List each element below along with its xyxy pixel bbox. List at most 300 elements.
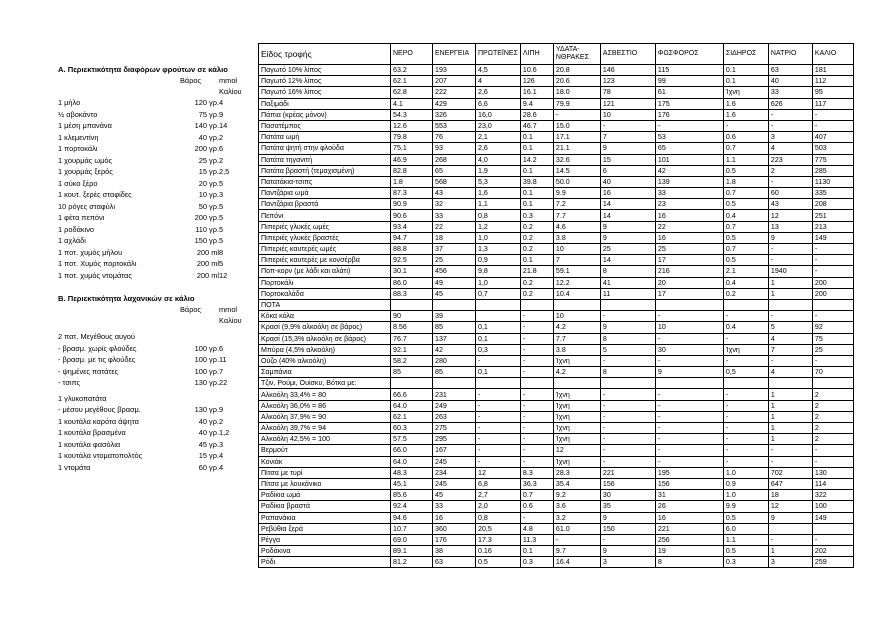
value-cell [655, 299, 723, 310]
veg-mmol: 1,2 [219, 428, 230, 437]
value-cell: 17.3 [476, 534, 521, 545]
value-cell: 8 [600, 367, 655, 378]
fruit-name: 1 σύκο ξέρο [58, 178, 98, 188]
fruit-qty: 120 γρ. [194, 98, 219, 107]
value-cell: 30 [600, 490, 655, 501]
value-cell: 23 [655, 199, 723, 210]
veg-qty: 40 γρ. [198, 428, 219, 437]
value-cell: 251 [812, 210, 853, 221]
value-cell: 6 [600, 165, 655, 176]
value-cell: 0.3 [520, 210, 553, 221]
value-cell: 3 [768, 557, 812, 568]
value-cell: 0.5 [723, 199, 768, 210]
value-cell: 16 [655, 232, 723, 243]
table-row [259, 534, 854, 545]
value-cell: 221 [655, 523, 723, 534]
value-cell: - [655, 389, 723, 400]
value-cell: Ίχνη [553, 411, 600, 422]
value-cell [600, 299, 655, 310]
table-row [259, 557, 854, 568]
value-cell: 175 [655, 98, 723, 109]
value-cell: 33 [433, 501, 476, 512]
value-cell: 7.7 [553, 333, 600, 344]
table-row [259, 98, 854, 109]
value-cell: - [812, 120, 853, 131]
value-cell: 43 [433, 188, 476, 199]
value-cell: 1.8 [723, 176, 768, 187]
value-cell: 63.2 [391, 65, 433, 76]
value-cell: - [553, 109, 600, 120]
value-cell: - [520, 322, 553, 333]
value-cell: Ίχνη [723, 344, 768, 355]
value-cell: 207 [433, 76, 476, 87]
value-cell: 63 [768, 65, 812, 76]
value-cell: 0,7 [476, 288, 521, 299]
value-cell: - [812, 266, 853, 277]
value-cell: 54.3 [391, 109, 433, 120]
veg-potato-name: - ψημένες πατάτες [58, 366, 119, 376]
value-cell: - [476, 411, 521, 422]
value-cell: - [520, 411, 553, 422]
value-cell: 3 [768, 132, 812, 143]
fruit-name: 1 ποτ. Χυμός πορτοκάλι [58, 259, 137, 268]
value-cell: 61 [655, 87, 723, 98]
value-cell: 30 [655, 344, 723, 355]
value-cell: 259 [812, 557, 853, 568]
fruit-qty: 200 ml [196, 270, 219, 280]
value-cell: 0.7 [520, 490, 553, 501]
value-cell: - [723, 445, 768, 456]
fruit-row [58, 224, 258, 236]
food-name-cell: Μπύρα (4,5% αλκοόλη) [259, 344, 391, 355]
value-cell [812, 378, 853, 389]
column-header: ΝΕΡΟ [391, 44, 433, 65]
fruit-qty: 25 γρ. [198, 155, 219, 165]
value-cell: 4 [476, 76, 521, 87]
value-cell: 13 [768, 221, 812, 232]
value-cell: 2 [812, 411, 853, 422]
value-cell: 231 [433, 389, 476, 400]
value-cell: Ίχνη [553, 456, 600, 467]
value-cell: 22 [433, 221, 476, 232]
food-name-cell: Παγωτό 10% λίπος [259, 65, 391, 76]
value-cell: - [768, 534, 812, 545]
value-cell: 64.0 [391, 400, 433, 411]
value-cell: - [723, 389, 768, 400]
value-cell: 85 [433, 322, 476, 333]
value-cell: 0,1 [476, 333, 521, 344]
value-cell: 46.7 [520, 120, 553, 131]
table-row [259, 132, 854, 143]
value-cell: - [723, 411, 768, 422]
value-cell: 234 [433, 467, 476, 478]
veg-potato-list [58, 343, 258, 389]
value-cell: 20,5 [476, 523, 521, 534]
value-cell: - [520, 355, 553, 366]
table-row [259, 512, 854, 523]
value-cell: 93.4 [391, 221, 433, 232]
value-cell [723, 378, 768, 389]
value-cell: 0.2 [723, 288, 768, 299]
veg-potato-qty: 100 γρ. [194, 366, 219, 376]
table-row [259, 378, 854, 389]
table-row [259, 288, 854, 299]
food-name-cell: Πατάτα τηγανιτή [259, 154, 391, 165]
value-cell: 1940 [768, 266, 812, 277]
value-cell: 7 [600, 132, 655, 143]
value-cell: 9 [600, 143, 655, 154]
value-cell: 0.7 [723, 143, 768, 154]
fruit-qty: 200 ml [196, 259, 219, 268]
fruit-name: 1 ροδάκινο [58, 224, 95, 234]
value-cell: 90.6 [391, 210, 433, 221]
value-cell: 12 [476, 467, 521, 478]
value-cell: 0.7 [723, 188, 768, 199]
value-cell: 139 [655, 176, 723, 187]
value-cell [723, 299, 768, 310]
value-cell: 7 [553, 255, 600, 266]
value-cell: 9.7 [553, 546, 600, 557]
table-row [259, 311, 854, 322]
table-row [259, 210, 854, 221]
food-name-cell: Παγωτό 16% λίπος [259, 87, 391, 98]
value-cell: 223 [768, 154, 812, 165]
table-row [259, 143, 854, 154]
fruit-row [58, 178, 258, 190]
value-cell: 221 [600, 467, 655, 478]
value-cell: - [520, 311, 553, 322]
value-cell: 69.0 [391, 534, 433, 545]
value-cell: 245 [433, 456, 476, 467]
value-cell: - [768, 244, 812, 255]
fruit-row [58, 132, 258, 144]
fruit-name: 10 ρόγες σταφύλι [58, 201, 116, 211]
value-cell: 0.7 [723, 221, 768, 232]
value-cell: 117 [812, 98, 853, 109]
value-cell: 53 [655, 132, 723, 143]
value-cell [520, 378, 553, 389]
value-cell: 3.2 [553, 512, 600, 523]
value-cell: 14 [600, 210, 655, 221]
food-name-cell: Παγωτό 12% λίπος [259, 76, 391, 87]
value-cell: 0.1 [520, 255, 553, 266]
value-cell: 121 [600, 98, 655, 109]
value-cell: 0.1 [520, 188, 553, 199]
veg-potato-qty: 130 γρ. [194, 378, 219, 387]
value-cell: 3.8 [553, 232, 600, 243]
column-header: ΠΡΩΤΕΪΝΕΣ [476, 44, 521, 65]
veg-mmol: 2 [219, 416, 224, 426]
value-cell: 12 [553, 445, 600, 456]
value-cell: - [476, 423, 521, 434]
value-cell: 43 [768, 199, 812, 210]
value-cell: 61.0 [553, 523, 600, 534]
value-cell: 335 [812, 188, 853, 199]
value-cell: 1 [768, 546, 812, 557]
veg-potato-name: - βρασμ. χωρίς φλούδες [58, 343, 137, 353]
value-cell [768, 378, 812, 389]
fruit-name: 1 χουρμάς ξερός [58, 167, 113, 176]
column-header: Είδος τροφής [259, 44, 391, 65]
value-cell: 0,8 [476, 210, 521, 221]
table-header-row [259, 44, 854, 65]
value-cell: 23,0 [476, 120, 521, 131]
value-cell: - [812, 355, 853, 366]
value-cell: 15.0 [553, 120, 600, 131]
value-cell: 176 [655, 109, 723, 120]
food-name-cell: Ραδίκια βραστά [259, 501, 391, 512]
value-cell: - [600, 534, 655, 545]
veg-weight-header: Βάρος [180, 305, 202, 314]
value-cell: - [520, 456, 553, 467]
food-name-cell: Αλκοόλη 39,7% = 94 [259, 423, 391, 434]
veg-rest-list [58, 404, 258, 473]
value-cell: 33 [433, 210, 476, 221]
table-row [259, 87, 854, 98]
veg-mmol: 9 [219, 405, 224, 414]
value-cell: 10.4 [553, 288, 600, 299]
value-cell: 9.2 [553, 490, 600, 501]
value-cell: 99 [655, 76, 723, 87]
value-cell: 0.1 [723, 76, 768, 87]
food-name-cell: Αλκοόλη 33,4% = 80 [259, 389, 391, 400]
food-name-cell: Πατατάκια-τσιπς [259, 176, 391, 187]
veg-potato-mmol: 6 [219, 343, 224, 353]
value-cell: - [723, 355, 768, 366]
value-cell: 9 [600, 322, 655, 333]
food-name-cell: Βερμούτ [259, 445, 391, 456]
fruit-mmol: 5 [219, 178, 224, 188]
value-cell: 1 [768, 423, 812, 434]
value-cell: 4,0 [476, 154, 521, 165]
fruit-mmol: 12 [219, 270, 228, 280]
column-header: ΝΑΤΡΙΟ [768, 44, 812, 65]
value-cell: 3 [600, 557, 655, 568]
value-cell: - [655, 445, 723, 456]
value-cell: 176 [433, 534, 476, 545]
value-cell: 1,9 [476, 165, 521, 176]
value-cell: 10.7 [391, 523, 433, 534]
food-name-cell: Πατάτα ψητή στην φλούδα [259, 143, 391, 154]
value-cell: 295 [433, 434, 476, 445]
fruit-mmol: 2 [219, 132, 224, 142]
value-cell: 0.2 [520, 277, 553, 288]
value-cell: 7.2 [553, 199, 600, 210]
value-cell: 2 [768, 165, 812, 176]
veg-mmol: 3 [219, 439, 224, 449]
value-cell: 256 [655, 534, 723, 545]
value-cell: 1,0 [476, 232, 521, 243]
value-cell: 2,6 [476, 87, 521, 98]
value-cell: 150 [600, 523, 655, 534]
table-row [259, 244, 854, 255]
veg-qty: 60 γρ. [198, 462, 219, 472]
value-cell: 92.4 [391, 501, 433, 512]
value-cell: - [723, 456, 768, 467]
column-header: ΛΙΠΗ [520, 44, 553, 65]
value-cell: 33 [768, 87, 812, 98]
value-cell: 66.0 [391, 445, 433, 456]
table-row [259, 154, 854, 165]
value-cell: 17 [655, 288, 723, 299]
value-cell: 123 [600, 76, 655, 87]
value-cell: 62.1 [391, 76, 433, 87]
value-cell: 1.6 [723, 98, 768, 109]
veg-potato-name: - βρασμ. με τις φλούδες [58, 355, 136, 364]
fruit-mmol: 14 [219, 121, 228, 130]
value-cell: 0.2 [520, 232, 553, 243]
value-cell: 2.1 [723, 266, 768, 277]
value-cell: 65 [655, 143, 723, 154]
value-cell: 326 [433, 109, 476, 120]
value-cell: 0.2 [520, 221, 553, 232]
value-cell: - [723, 120, 768, 131]
value-cell: 14.5 [553, 165, 600, 176]
value-cell: - [655, 434, 723, 445]
value-cell: 22 [655, 221, 723, 232]
food-name-cell: Πάπια (κρέας μόνον) [259, 109, 391, 120]
value-cell: 0.9 [723, 478, 768, 489]
value-cell: 456 [433, 266, 476, 277]
value-cell: - [520, 333, 553, 344]
value-cell: 6.0 [723, 523, 768, 534]
value-cell: 45 [433, 490, 476, 501]
value-cell: - [655, 355, 723, 366]
value-cell: 1,2 [476, 221, 521, 232]
value-cell: 213 [812, 221, 853, 232]
value-cell: - [520, 445, 553, 456]
value-cell: - [812, 311, 853, 322]
value-cell: 4.1 [391, 98, 433, 109]
food-name-cell: Πίτσα με λουκάνικο [259, 478, 391, 489]
value-cell: 0,3 [476, 344, 521, 355]
fruit-name: 1 πορτοκάλι [58, 144, 98, 153]
value-cell: 193 [433, 65, 476, 76]
value-cell: 70 [812, 367, 853, 378]
value-cell: 149 [812, 232, 853, 243]
value-cell: - [520, 344, 553, 355]
value-cell: 7.7 [553, 210, 600, 221]
fruit-name: 1 φέτα πεπόνι [58, 213, 105, 222]
value-cell: 9 [600, 221, 655, 232]
value-cell: 1.0 [723, 467, 768, 478]
fruit-kaliou-header: Καλίου [219, 87, 242, 96]
value-cell: 0,1 [476, 322, 521, 333]
value-cell: Ίχνη [553, 434, 600, 445]
fruit-section-title: Α. Περιεκτικότητα διαφόρων φρούτων σε κάλιο [58, 65, 228, 74]
value-cell: 0.3 [723, 557, 768, 568]
value-cell: - [600, 311, 655, 322]
value-cell: 11 [600, 288, 655, 299]
value-cell: Ίχνη [553, 389, 600, 400]
left-panel [58, 64, 258, 473]
veg-name: 1 κουτάλα βρασμένα [58, 428, 126, 437]
value-cell: - [600, 411, 655, 422]
value-cell: 87.3 [391, 188, 433, 199]
value-cell: - [768, 445, 812, 456]
value-cell: 1,1 [476, 199, 521, 210]
value-cell: - [655, 333, 723, 344]
value-cell: 285 [812, 165, 853, 176]
value-cell: 167 [433, 445, 476, 456]
value-cell: 0.2 [520, 244, 553, 255]
value-cell: 32 [433, 199, 476, 210]
value-cell: 1 [768, 411, 812, 422]
value-cell: 553 [433, 120, 476, 131]
fruit-header-1 [58, 75, 258, 86]
value-cell: - [520, 512, 553, 523]
value-cell: - [520, 367, 553, 378]
veg-potato-row [58, 354, 258, 366]
fruit-row [58, 247, 258, 259]
fruit-row [58, 143, 258, 155]
value-cell: 16.1 [520, 87, 553, 98]
value-cell: 3.8 [553, 344, 600, 355]
table-row [259, 478, 854, 489]
value-cell: 10 [600, 109, 655, 120]
value-cell: - [812, 445, 853, 456]
value-cell: - [600, 423, 655, 434]
value-cell: 0.3 [520, 557, 553, 568]
value-cell: 626 [768, 98, 812, 109]
value-cell: 14 [600, 255, 655, 266]
value-cell [391, 299, 433, 310]
value-cell: 0.5 [723, 546, 768, 557]
value-cell: 1 [768, 389, 812, 400]
value-cell: - [768, 311, 812, 322]
value-cell [812, 523, 853, 534]
value-cell: 8 [655, 557, 723, 568]
value-cell: 1130 [812, 176, 853, 187]
value-cell: 21.8 [520, 266, 553, 277]
value-cell: 0.7 [723, 244, 768, 255]
table-row [259, 232, 854, 243]
value-cell: 8 [600, 333, 655, 344]
value-cell: - [655, 120, 723, 131]
value-cell: - [812, 255, 853, 266]
food-name-cell: Πορτοκάλι [259, 277, 391, 288]
table-row [259, 523, 854, 534]
value-cell: 25 [655, 244, 723, 255]
table-row [259, 355, 854, 366]
value-cell: 156 [600, 478, 655, 489]
fruit-qty: 20 γρ. [198, 178, 219, 188]
food-name-cell: Παξιμάδι [259, 98, 391, 109]
value-cell: - [520, 423, 553, 434]
value-cell: 14 [600, 199, 655, 210]
fruit-mmol: 8 [219, 247, 224, 257]
value-cell: 149 [812, 512, 853, 523]
value-cell: 249 [433, 400, 476, 411]
value-cell: 4.2 [553, 367, 600, 378]
value-cell: 88.8 [391, 244, 433, 255]
value-cell: 94.6 [391, 512, 433, 523]
value-cell: - [600, 400, 655, 411]
veg-mmol-header: mmol [219, 305, 238, 314]
value-cell: 647 [768, 478, 812, 489]
value-cell: - [655, 311, 723, 322]
value-cell: 130 [812, 467, 853, 478]
fruit-row [58, 166, 258, 178]
value-cell: 0,9 [476, 255, 521, 266]
fruit-mmol: 4 [219, 98, 224, 107]
value-cell: 95 [812, 87, 853, 98]
fruit-row [58, 212, 258, 224]
table-row [259, 333, 854, 344]
fruit-list [58, 97, 258, 281]
value-cell: 1,0 [476, 277, 521, 288]
value-cell: 75.1 [391, 143, 433, 154]
